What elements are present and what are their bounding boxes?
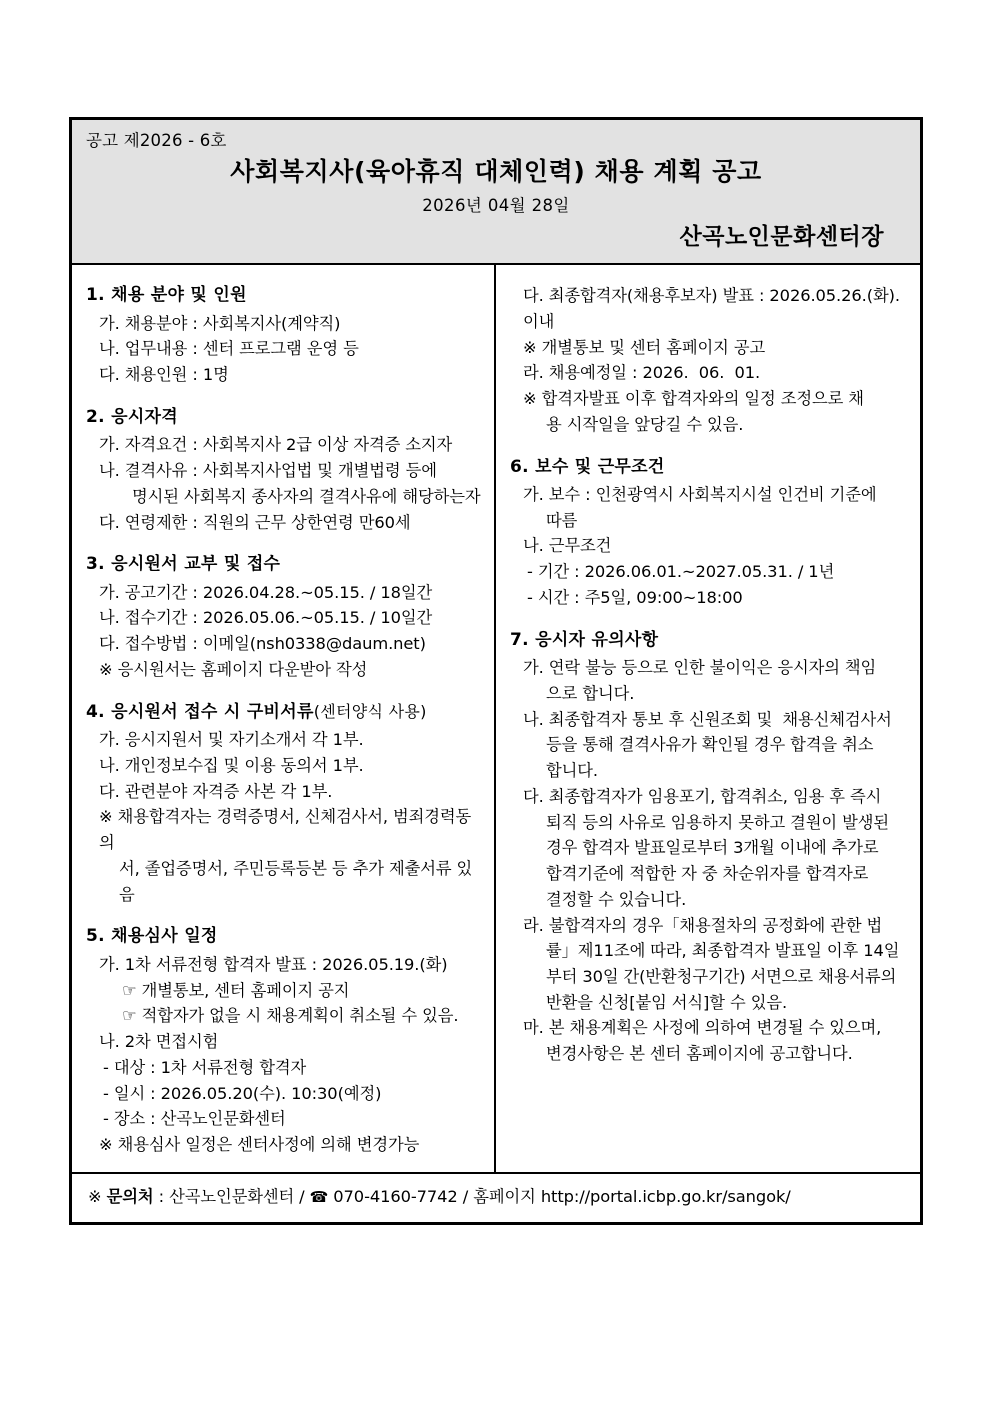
section-2-item-b: 나. 결격사유 : 사회복지사업법 및 개별법령 등에 — [99, 461, 437, 481]
right-column — [496, 265, 920, 1172]
section-1-item-a: 가. 채용분야 : 사회복지사(계약직) — [99, 313, 341, 333]
section-3-note: ※ 응시원서는 홈페이지 다운받아 작성 — [99, 659, 368, 679]
section-5-item-b-dash-3: - 장소 : 산곡노인문화센터 — [103, 1109, 286, 1129]
section-4-title-note: (센터양식 사용) — [313, 701, 427, 721]
telephone-icon: ☎ — [309, 1187, 329, 1206]
section-4-title-text: 4. 응시원서 접수 시 구비서류 — [86, 701, 314, 722]
section-5-item-b-dash-2: - 일시 : 2026.05.20(수). 10:30(예정) — [103, 1083, 382, 1103]
section-5-note: ※ 채용심사 일정은 센터사정에 의해 변경가능 — [99, 1134, 420, 1154]
section-3-title: 3. 응시원서 교부 및 접수 — [86, 554, 281, 575]
section-selection-schedule — [86, 924, 482, 1157]
document-header — [72, 120, 920, 265]
homepage-url[interactable]: http://portal.icbp.go.kr/sangok/ — [540, 1186, 791, 1206]
document-date: 2026년 04월 28일 — [422, 195, 570, 215]
section-7-item-c-continued-3: 합격기준에 적합한 자 중 차순위자를 합격자로 — [546, 864, 869, 884]
section-5-item-c: 다. 최종합격자(채용후보자) 발표 : 2026.05.26.(화).이내 — [523, 286, 900, 331]
section-7-item-d-continued-3: 반환을 신청[붙임 서식]할 수 있음. — [546, 992, 788, 1012]
page-title: 사회복지사(육아휴직 대체인력) 채용 계획 공고 — [230, 157, 762, 187]
section-6-item-b-dash-1: - 기간 : 2026.06.01.~2027.05.31. / 1년 — [527, 562, 835, 582]
announcement-document — [69, 117, 923, 1225]
section-7-item-e: 마. 본 채용계획은 사정에 의하여 변경될 수 있으며, — [523, 1018, 882, 1038]
contact-label: 문의처 — [106, 1186, 154, 1206]
document-number: 공고 제2026 - 6호 — [86, 131, 227, 150]
section-recruitment-field — [86, 283, 482, 388]
section-7-item-c-continued-2: 경우 합격자 발표일로부터 3개월 이내에 추가로 — [546, 838, 879, 858]
section-4-item-a: 가. 응시지원서 및 자기소개서 각 1부. — [99, 730, 364, 750]
document-issuer: 산곡노인문화센터장 — [679, 223, 884, 250]
section-1-item-b: 나. 업무내용 : 센터 프로그램 운영 등 — [99, 339, 359, 359]
section-5-item-a: 가. 1차 서류전형 합격자 발표 : 2026.05.19.(화) — [99, 954, 448, 974]
section-2-item-c: 다. 연령제한 : 직원의 근무 상한연령 만60세 — [99, 512, 411, 532]
section-7-title: 7. 응시자 유의사항 — [510, 629, 659, 650]
homepage-label: 홈페이지 — [473, 1186, 541, 1206]
section-eligibility — [86, 405, 482, 535]
section-required-documents — [86, 700, 482, 908]
section-3-item-b: 나. 접수기간 : 2026.05.06.~05.15. / 10일간 — [99, 608, 433, 628]
section-2-title: 2. 응시자격 — [86, 406, 178, 427]
section-7-item-b-continued-1: 등을 통해 결격사유가 확인될 경우 합격을 취소 — [546, 735, 874, 755]
section-5-item-d: 라. 채용예정일 : 2026. 06. 01. — [523, 363, 761, 383]
section-2-item-a: 가. 자격요건 : 사회복지사 2급 이상 자격증 소지자 — [99, 435, 453, 455]
section-7-item-d: 라. 불합격자의 경우「채용절차의 공정화에 관한 법 — [523, 915, 883, 935]
section-6-item-b: 나. 근무조건 — [523, 536, 612, 556]
section-7-item-e-continued: 변경사항은 본 센터 홈페이지에 공고합니다. — [546, 1044, 853, 1064]
section-5-item-d-note-continued: 용 시작일을 앞당길 수 있음. — [546, 414, 744, 434]
contact-phone: 070-4160-7742 / — [328, 1186, 474, 1206]
section-7-item-a-continued: 으로 합니다. — [546, 683, 635, 703]
section-application-submission — [86, 552, 482, 682]
section-5-item-b: 나. 2차 면접시험 — [99, 1032, 219, 1052]
section-6-item-a-continued: 따름 — [546, 510, 578, 530]
section-5-title: 5. 채용심사 일정 — [86, 926, 218, 947]
section-selection-schedule-continued — [510, 283, 908, 437]
section-5-item-b-dash-1: - 대상 : 1차 서류전형 합격자 — [103, 1057, 307, 1077]
section-7-item-c-continued-4: 결정할 수 있습니다. — [546, 889, 687, 909]
section-compensation-conditions — [510, 455, 908, 611]
section-7-item-c-continued-1: 퇴직 등의 사유로 임용하지 못하고 결원이 발생된 — [546, 812, 890, 832]
section-4-note-continued: 서, 졸업증명서, 주민등록등본 등 추가 제출서류 있음 — [119, 858, 473, 904]
section-3-item-c: 다. 접수방법 : 이메일(nsh0338@daum.net) — [99, 634, 426, 654]
section-7-item-b: 나. 최종합격자 통보 후 신원조회 및 채용신체검사서 — [523, 709, 892, 729]
document-body — [72, 265, 920, 1172]
section-7-item-a: 가. 연락 불능 등으로 인한 불이익은 응시자의 책임 — [523, 658, 877, 678]
section-2-item-b-continued: 명시된 사회복지 종사자의 결격사유에 해당하는자 — [132, 486, 481, 506]
section-7-item-c: 다. 최종합격자가 임용포기, 합격취소, 임용 후 즉시 — [523, 786, 882, 806]
section-5-item-d-note: ※ 합격자발표 이후 합격자와의 일정 조정으로 채 — [523, 389, 864, 409]
section-5-item-c-note: ※ 개별통보 및 센터 홈페이지 공고 — [523, 337, 766, 357]
section-6-title: 6. 보수 및 근무조건 — [510, 456, 665, 477]
section-4-note: ※ 채용합격자는 경력증명서, 신체검사서, 범죄경력동의 — [99, 807, 472, 853]
contact-separator: : — [153, 1186, 170, 1206]
section-1-title: 1. 채용 분야 및 인원 — [86, 285, 247, 306]
section-7-item-d-continued-1: 률」제11조에 따라, 최종합격자 발표일 이후 14일 — [546, 941, 900, 961]
section-3-item-a: 가. 공고기간 : 2026.04.28.~05.15. / 18일간 — [99, 582, 433, 602]
section-4-item-c: 다. 관련분야 자격증 사본 각 1부. — [99, 781, 333, 801]
section-5-item-a-bullet-1: ☞ 개별통보, 센터 홈페이지 공지 — [122, 980, 350, 1000]
section-7-item-d-continued-2: 부터 30일 간(반환청구기간) 서면으로 채용서류의 — [546, 967, 897, 986]
section-6-item-a: 가. 보수 : 인천광역시 사회복지시설 인건비 기준에 — [523, 485, 877, 505]
note-mark-icon: ※ — [88, 1186, 102, 1206]
section-1-item-c: 다. 채용인원 : 1명 — [99, 365, 229, 385]
section-4-title — [86, 700, 482, 726]
contact-organization: 산곡노인문화센터 / — [169, 1186, 310, 1206]
section-6-item-b-dash-2: - 시간 : 주5일, 09:00~18:00 — [527, 587, 743, 607]
section-applicant-notices — [510, 628, 908, 1067]
left-column — [72, 265, 496, 1172]
section-4-item-b: 나. 개인정보수집 및 이용 동의서 1부. — [99, 755, 364, 775]
section-5-item-a-bullet-2: ☞ 적합자가 없을 시 채용계획이 취소될 수 있음. — [122, 1006, 459, 1026]
section-7-item-b-continued-2: 합니다. — [546, 761, 598, 781]
contact-footer — [72, 1172, 920, 1222]
